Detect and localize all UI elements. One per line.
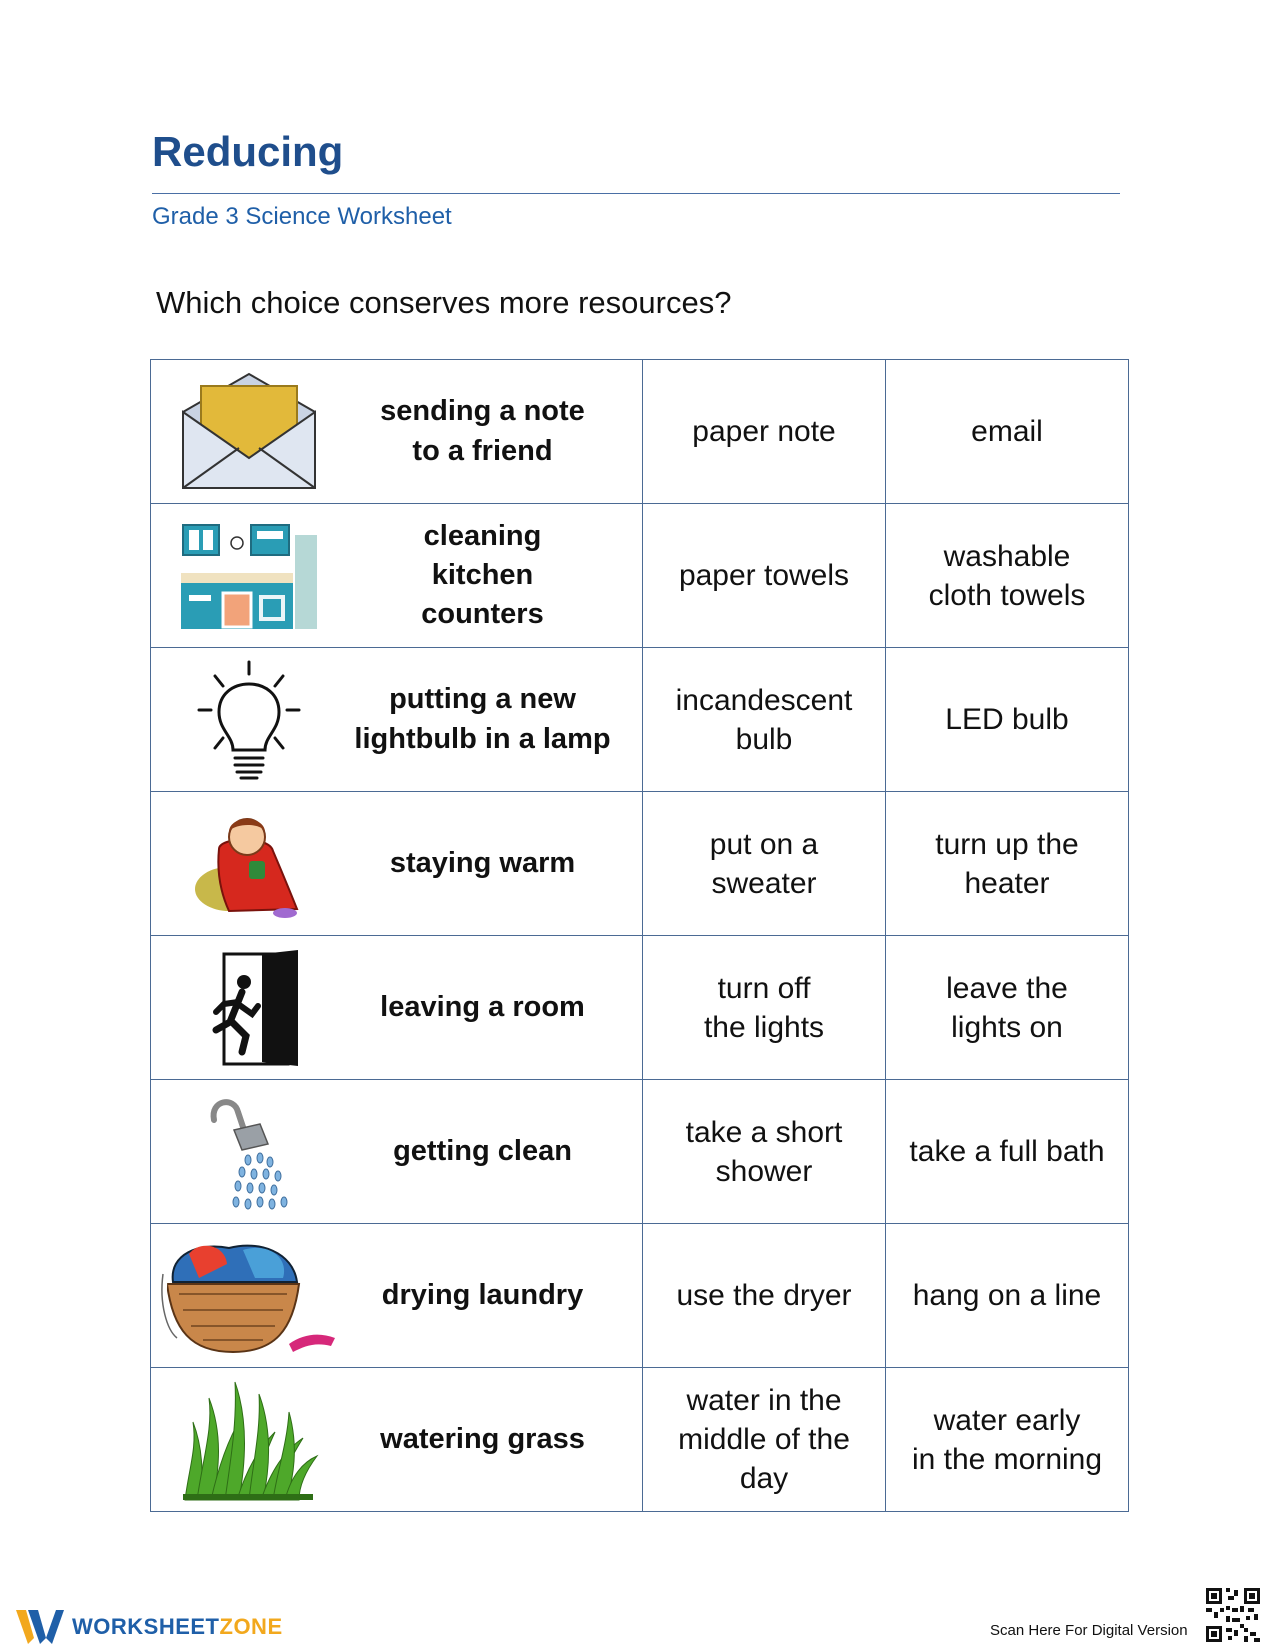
choice-a-cell[interactable] bbox=[643, 504, 886, 648]
activity-cell bbox=[151, 504, 643, 648]
choice-a-cell[interactable] bbox=[643, 936, 886, 1080]
activity-label: putting a new lightbulb in a lamp bbox=[354, 683, 611, 755]
choice-a-label: take a short shower bbox=[685, 1115, 843, 1188]
choice-b-label: washable cloth towels bbox=[928, 539, 1086, 612]
choice-b-cell[interactable] bbox=[886, 648, 1129, 792]
choice-a-label: paper towels bbox=[678, 559, 850, 592]
logo-text-worksheet: WORKSHEET bbox=[72, 1614, 220, 1639]
activity-label: sending a note to a friend bbox=[380, 395, 585, 467]
choice-a-cell[interactable] bbox=[643, 1080, 886, 1224]
choice-a-label: turn off the lights bbox=[703, 971, 825, 1044]
kitchen-icon bbox=[179, 521, 319, 631]
choices-table bbox=[150, 359, 1129, 1512]
choice-a-cell[interactable] bbox=[643, 648, 886, 792]
table-row bbox=[151, 1224, 1129, 1368]
table-row bbox=[151, 936, 1129, 1080]
page-title: Reducing bbox=[152, 128, 344, 175]
activity-cell bbox=[151, 648, 643, 792]
activity-label: staying warm bbox=[389, 846, 576, 879]
choice-b-cell[interactable] bbox=[886, 936, 1129, 1080]
activity-cell bbox=[151, 360, 643, 504]
activity-cell bbox=[151, 1368, 643, 1512]
activity-cell bbox=[151, 936, 643, 1080]
choice-b-cell[interactable] bbox=[886, 792, 1129, 936]
choice-b-cell[interactable] bbox=[886, 1080, 1129, 1224]
title-divider bbox=[152, 193, 1120, 194]
choice-a-label: put on a sweater bbox=[709, 827, 819, 900]
qr-code-icon[interactable] bbox=[1204, 1586, 1262, 1644]
choice-a-label: paper note bbox=[692, 415, 836, 448]
logo-text-zone: ZONE bbox=[219, 1614, 283, 1639]
activity-label: getting clean bbox=[393, 1134, 572, 1167]
choice-a-label: use the dryer bbox=[676, 1279, 852, 1312]
choice-b-cell[interactable] bbox=[886, 1368, 1129, 1512]
activity-cell bbox=[151, 792, 643, 936]
choice-b-label: LED bulb bbox=[945, 703, 1069, 736]
exit-door-icon bbox=[194, 948, 304, 1068]
choice-b-label: email bbox=[971, 415, 1043, 448]
scan-instruction: Scan Here For Digital Version bbox=[990, 1622, 1188, 1639]
w-logo-icon bbox=[16, 1608, 64, 1646]
table-row bbox=[151, 1080, 1129, 1224]
choice-a-cell[interactable] bbox=[643, 360, 886, 504]
shower-icon bbox=[194, 1090, 304, 1214]
choice-b-label: hang on a line bbox=[912, 1279, 1102, 1312]
table-row bbox=[151, 504, 1129, 648]
choice-b-cell[interactable] bbox=[886, 360, 1129, 504]
activity-label: drying laundry bbox=[381, 1278, 584, 1311]
activity-label: watering grass bbox=[380, 1422, 585, 1455]
choice-b-label: take a full bath bbox=[909, 1135, 1105, 1168]
choice-b-label: leave the lights on bbox=[946, 971, 1068, 1044]
laundry-basket-icon bbox=[159, 1234, 339, 1358]
worksheet-question: Which choice conserves more resources? bbox=[156, 285, 732, 320]
activity-label: leaving a room bbox=[380, 990, 585, 1023]
table-row bbox=[151, 360, 1129, 504]
table-row bbox=[151, 648, 1129, 792]
choice-a-label: incandescent bulb bbox=[675, 683, 853, 756]
choice-b-label: turn up the heater bbox=[935, 827, 1079, 900]
activity-cell bbox=[151, 1080, 643, 1224]
choice-a-cell[interactable] bbox=[643, 1224, 886, 1368]
choice-a-cell[interactable] bbox=[643, 792, 886, 936]
choice-b-cell[interactable] bbox=[886, 1224, 1129, 1368]
table-row bbox=[151, 1368, 1129, 1512]
activity-label: cleaning kitchen counters bbox=[421, 519, 544, 631]
choice-b-label: water early in the morning bbox=[911, 1403, 1103, 1476]
table-row bbox=[151, 792, 1129, 936]
lightbulb-icon bbox=[189, 658, 309, 782]
choice-a-label: water in the middle of the day bbox=[678, 1384, 850, 1495]
envelope-icon bbox=[179, 372, 319, 492]
choice-b-cell[interactable] bbox=[886, 504, 1129, 648]
worksheetzone-logo[interactable] bbox=[16, 1608, 283, 1646]
person-blanket-icon bbox=[189, 809, 309, 919]
grass-icon bbox=[179, 1378, 319, 1502]
activity-cell bbox=[151, 1224, 643, 1368]
choice-a-cell[interactable] bbox=[643, 1368, 886, 1512]
page-subtitle: Grade 3 Science Worksheet bbox=[152, 203, 452, 230]
